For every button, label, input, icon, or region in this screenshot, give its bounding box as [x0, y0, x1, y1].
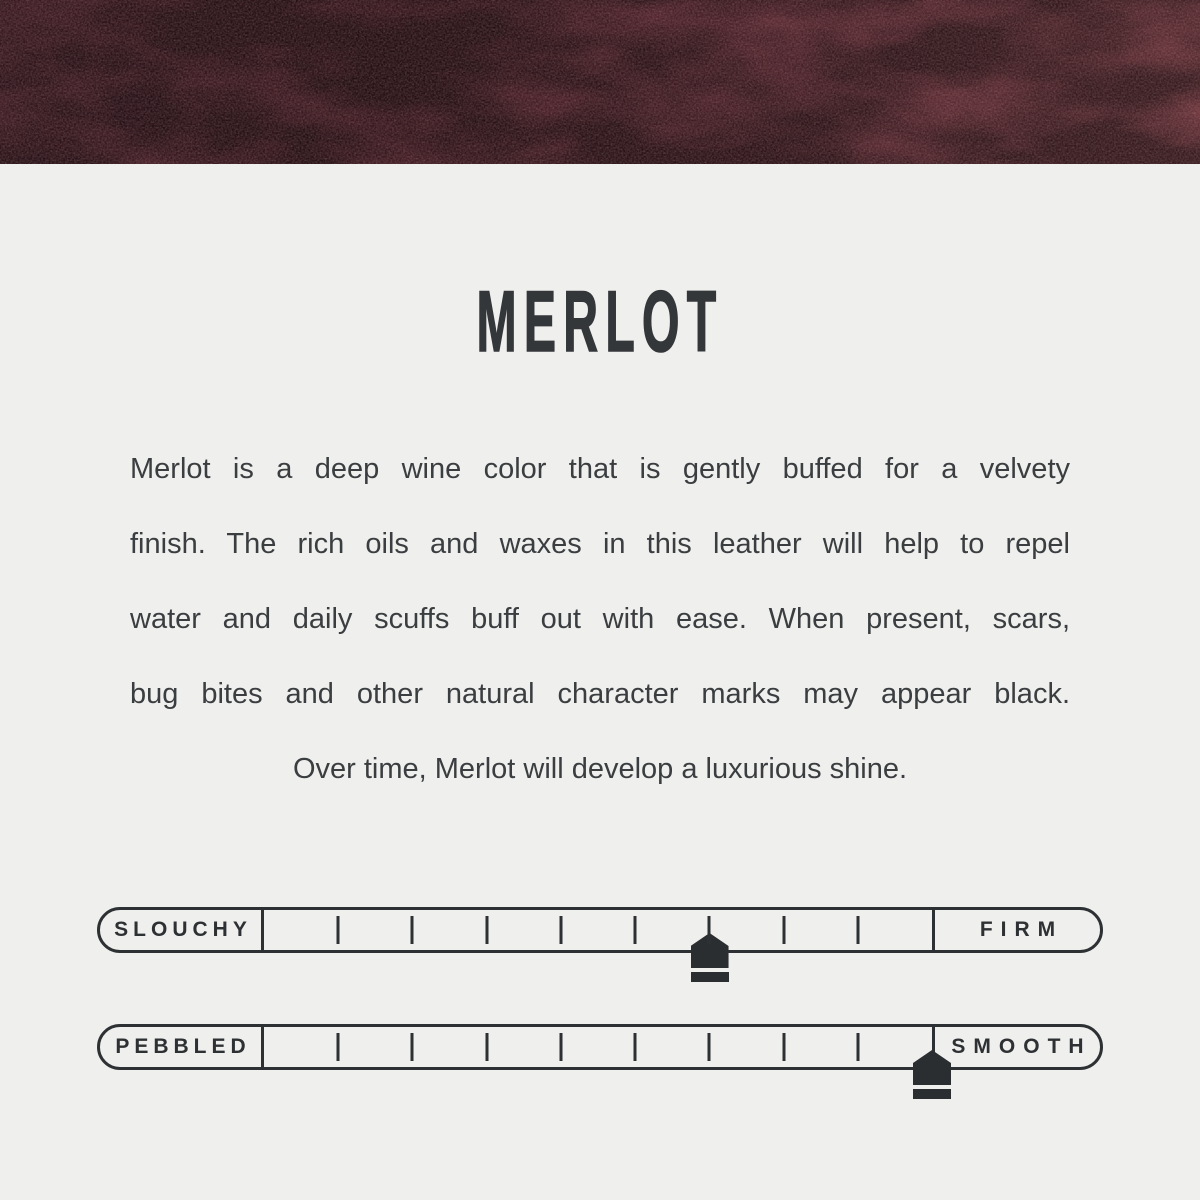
description-line: water and daily scuffs buff out with ease. When present, scars,	[130, 603, 1070, 635]
marker-bar-shape	[691, 972, 729, 982]
description-line: bug bites and other natural character marks may appear black.	[130, 678, 1070, 710]
tick-mark	[485, 916, 488, 944]
tick-mark	[485, 1033, 488, 1061]
scale-marker-icon	[913, 1050, 951, 1099]
tick-mark	[411, 1033, 414, 1061]
tick-mark	[337, 1033, 340, 1061]
tick-mark	[708, 916, 711, 944]
tick-mark	[634, 1033, 637, 1061]
structure-scale	[97, 907, 1103, 953]
scale-label-firm: FIRM	[979, 918, 1064, 941]
tick-mark	[559, 1033, 562, 1061]
scale-label-pebbled: PEBBLED	[115, 1035, 251, 1058]
tick-mark	[634, 916, 637, 944]
tick-mark	[856, 1033, 859, 1061]
description-paragraph	[130, 432, 1070, 807]
description-line: Merlot is a deep wine color that is gently buffed for a velvety	[130, 453, 1070, 485]
tick-mark	[856, 916, 859, 944]
scale-label-smooth: SMOOTH	[951, 1035, 1092, 1058]
texture-scale	[97, 1024, 1103, 1070]
tick-mark	[708, 1033, 711, 1061]
description-line: Over time, Merlot will develop a luxurious shine.	[292, 753, 908, 785]
scale-left-label-zone	[100, 910, 264, 950]
scale-track	[264, 1027, 932, 1067]
page-title: MERLOT	[476, 274, 724, 370]
scale-track	[264, 910, 932, 950]
scale-right-label-zone	[932, 1027, 1100, 1067]
description-line: finish. The rich oils and waxes in this leather will help to repel	[130, 528, 1070, 560]
leather-swatch-banner	[0, 0, 1200, 164]
marker-nib-shape	[913, 1050, 951, 1085]
tick-mark	[337, 916, 340, 944]
scale-left-label-zone	[100, 1027, 264, 1067]
tick-mark	[411, 916, 414, 944]
tick-mark	[782, 916, 785, 944]
tick-mark	[782, 1033, 785, 1061]
scale-right-label-zone	[932, 910, 1100, 950]
scale-label-slouchy: SLOUCHY	[114, 918, 252, 941]
marker-bar-shape	[913, 1089, 951, 1099]
tick-mark	[559, 916, 562, 944]
merlot-leather-texture-image	[0, 0, 1200, 164]
